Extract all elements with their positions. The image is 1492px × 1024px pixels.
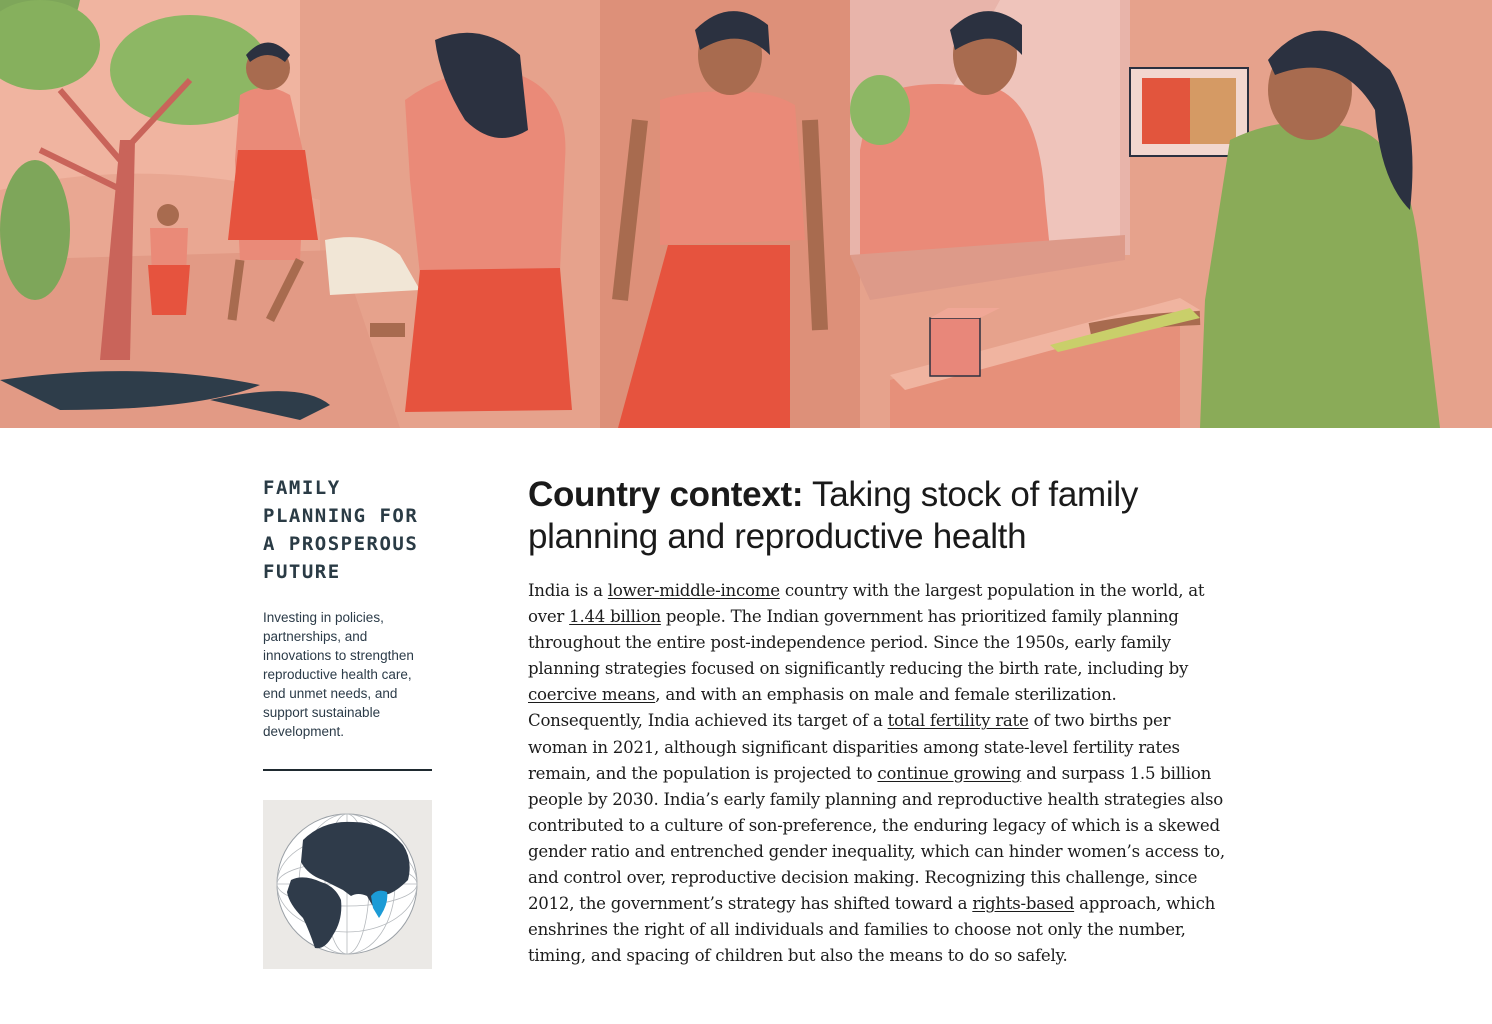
article-heading [528,474,1228,558]
series-description: Investing in policies, partnerships, and innovations to strengthen reproductive health care, end unmet needs, and support sustainable development. [263,610,414,739]
link-continue-growing[interactable]: continue growing [877,763,1022,783]
heading-subtitle: Taking stock of family planning and reproductive health [528,475,1139,556]
sidebar-divider [263,769,432,771]
body-text-segment: country with the largest population in the world, at over [528,581,1205,627]
body-text-segment: India is a [528,581,608,600]
heading-label: Country context: [528,475,804,514]
series-title[interactable]: FAMILY PLANNING FOR A PROSPEROUS FUTURE [263,477,419,583]
body-text-segment: of two births per woman in 2021, although significant disparities among state-level fertility rates remain, and the population is projected to [528,711,1180,783]
hero-illustration [0,0,1492,428]
link-coercive-means[interactable]: coercive means [528,685,656,705]
series-sidebar [263,474,433,969]
article-main [528,474,1228,986]
link-lower-middle-income[interactable]: lower-middle-income [607,581,780,600]
body-text-segment: and surpass 1.5 billion people by 2030. India’s early family planning and reproductive health strategies also contributed to a culture of son-preference, the enduring legacy of which is a skewed gender ratio and entrenched gender inequality, which can hinder women’s access to, and control over, reproductive decision making. Recognizing this challenge, since 2012, the government’s strategy has shifted toward a [528,763,1225,914]
body-text-segment: approach, which enshrines the right of all individuals and families to choose not only the number, timing, and spacing of children but also the means to do so safely. [528,894,1216,966]
hero-illustration-art [0,0,1492,428]
link-population[interactable]: 1.44 billion [569,607,661,627]
body-text-segment: people. The Indian government has prioritized family planning throughout the entire post-independence period. Since the 1950s, early family planning strategies focused on significantly reducing the birth rate, including by [528,607,1189,679]
globe-map [263,800,432,969]
article-body [528,578,1228,969]
link-total-fertility-rate[interactable]: total fertility rate [887,711,1029,731]
link-rights-based[interactable]: rights-based [972,894,1075,914]
globe-icon [263,800,432,969]
body-text-segment: , and with an emphasis on male and female sterilization. Consequently, India achieved its target of a [528,685,1117,731]
